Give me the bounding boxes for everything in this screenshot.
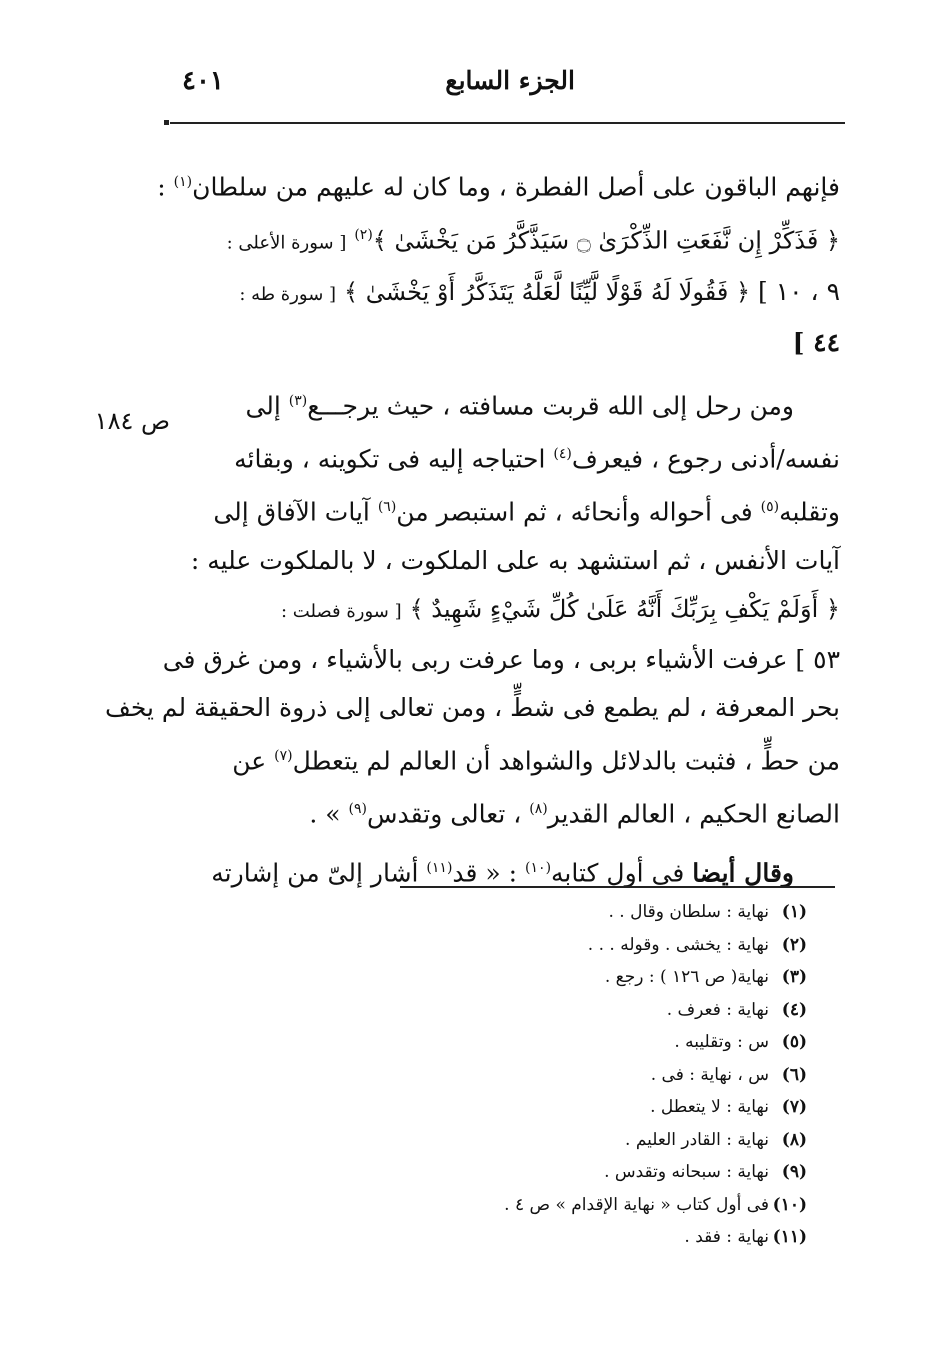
footnote-text: نهاية : فقد . — [684, 1227, 769, 1247]
footnote-text: نهاية : فعرف . — [666, 999, 769, 1020]
footnote-item — [357, 896, 807, 929]
footnote-number: (٤) — [781, 999, 807, 1020]
footnote-ref: (٣) — [288, 392, 308, 409]
footnote-number: (١٠) — [772, 1194, 807, 1215]
footnote-item — [357, 1124, 807, 1157]
footnote-number: (٣) — [781, 967, 807, 987]
verse-ref: ٩ ، ١٠ ] — [758, 276, 840, 306]
footnote-item — [357, 1156, 807, 1189]
surah-citation: [ سورة طه : — [239, 283, 337, 305]
footnote-text: نهاية : القادر العليم . — [625, 1129, 769, 1150]
footnote-item — [357, 1026, 807, 1059]
text-line: آيات الأنفس ، ثم استشهد به على الملكوت ، لا بالملكوت عليه : — [190, 545, 840, 575]
text-line: الصانع الحكيم ، العالم القدير$^{(٨)}$ ، تعالى وتقدس$^{(٩)}$ » . — [309, 799, 840, 829]
footnote-number: (٥) — [781, 1032, 807, 1052]
surah-citation: [ سورة الأعلى : — [226, 232, 347, 254]
footnote-number: (٢) — [781, 934, 807, 955]
running-header — [170, 58, 845, 108]
footnote-rule — [400, 886, 835, 888]
footnote-ref: (١١) — [426, 860, 453, 877]
quran-line — [175, 211, 840, 267]
quran-verse: ﴿ فَقُولَا لَهُ قَوْلًا لَّيِّنًا لَّعَلَّهُ يَتَذَكَّرُ أَوْ يَخْشَىٰ ﴾ — [344, 277, 751, 306]
footnote-item — [357, 961, 807, 994]
footnote-ref: (٩) — [348, 800, 367, 817]
footnote-number: (١١) — [772, 1227, 807, 1247]
text-line: بحر المعرفة ، لم يطمع فى شطٍّ ، ومن تعالى إلى ذروة الحقيقة لم يخف — [105, 692, 840, 722]
footnote-text: نهاية : يخشى . وقوله . . . — [587, 934, 769, 955]
footnote-number: (١) — [781, 902, 807, 922]
footnote-ref: (١٠) — [525, 860, 552, 877]
footnote-text: نهاية( ص ١٢٦ ) : رجع . — [604, 967, 769, 987]
surah-citation: [ سورة فصلت : — [281, 600, 402, 622]
quran-verse: ﴿ أَوَلَمْ يَكْفِ بِرَبِّكَ أَنَّهُ عَلَىٰ كُلِّ شَيْءٍ شَهِيدٌ ﴾ — [409, 594, 840, 623]
footnote-ref: (٧) — [274, 747, 293, 764]
footnote-ref: (٨) — [529, 800, 548, 817]
quran-verse: ﴿ فَذَكِّرْ إِن نَّفَعَتِ الذِّكْرَىٰ ۝ سَيَذَّكَّرُ مَن يَخْشَىٰ ﴾ — [372, 226, 840, 255]
footnote-text: نهاية : سبحانه وتقدس . — [604, 1162, 769, 1182]
footnote-number: (٦) — [781, 1064, 807, 1085]
quran-line — [175, 585, 840, 636]
text-line: فإنهم الباقون على أصل الفطرة ، وما كان له عليهم من سلطان$^{(١)}$ : — [157, 172, 840, 202]
page-number: ٤٠١ — [182, 66, 224, 96]
text-line: وتقلبه$^{(٥)}$ فى أحواله وأنحائه ، ثم استبصر من$^{(٦)}$ آيات الآفاق إلى — [213, 497, 840, 527]
verse-ref: ٤٤ ] — [792, 327, 840, 357]
footnote-number: (٩) — [781, 1162, 807, 1182]
footnote-item — [357, 1091, 807, 1124]
footnote-text: فى أول كتاب « نهاية الإقدام » ص ٤ . — [504, 1194, 769, 1215]
footnote-text: س : وتقليبه . — [674, 1032, 769, 1052]
footnote-ref: (٢) — [354, 227, 373, 244]
footnote-item — [357, 1189, 807, 1222]
footnote-ref: (٥) — [760, 499, 780, 516]
footnote-item — [357, 1221, 807, 1254]
header-rule — [170, 122, 845, 124]
footnotes — [357, 896, 807, 1254]
footnote-ref: (١) — [173, 174, 193, 190]
footnote-text: نهاية : سلطان وقال . . — [608, 902, 769, 922]
margin-page-reference: ص ١٨٤ — [94, 407, 170, 435]
text-line: نفسه/أدنى رجوع ، فيعرف$^{(٤)}$ احتياجه إليه فى تكوينه ، وبقائه — [234, 444, 840, 474]
footnote-ref: (٦) — [377, 499, 397, 516]
text-line: من حطٍّ ، فثبت بالدلائل والشواهد أن العالم لم يتعطل$^{(٧)}$ عن — [232, 745, 840, 775]
text-line — [175, 319, 840, 367]
footnote-item — [357, 1059, 807, 1092]
emphasis-text: وقال أيضا — [692, 858, 794, 888]
text-line: ومن رحل إلى الله قربت مسافته ، حيث يرجـــع$^{(٣)}$ إلى — [245, 390, 794, 420]
text-line: وقال أيضا فى أول كتابه$^{(١٠)}$ : « قد$^{(١١)}$ أشار إلىّ من إشارته — [211, 858, 794, 888]
footnote-text: س ، نهاية : فى . — [650, 1064, 769, 1085]
chapter-title: الجزء السابع — [445, 66, 575, 95]
footnote-text: نهاية : لا يتعطل . — [650, 1097, 769, 1117]
footnote-item — [357, 994, 807, 1027]
quran-line — [175, 268, 840, 319]
text-line: ٥٣ ] عرفت الأشياء بربى ، وما عرفت ربى بالأشياء ، ومن غرق فى — [162, 644, 840, 674]
footnote-ref: (٤) — [553, 445, 572, 462]
footnote-number: (٨) — [781, 1129, 807, 1150]
footnote-item — [357, 929, 807, 962]
footnote-number: (٧) — [781, 1097, 807, 1117]
